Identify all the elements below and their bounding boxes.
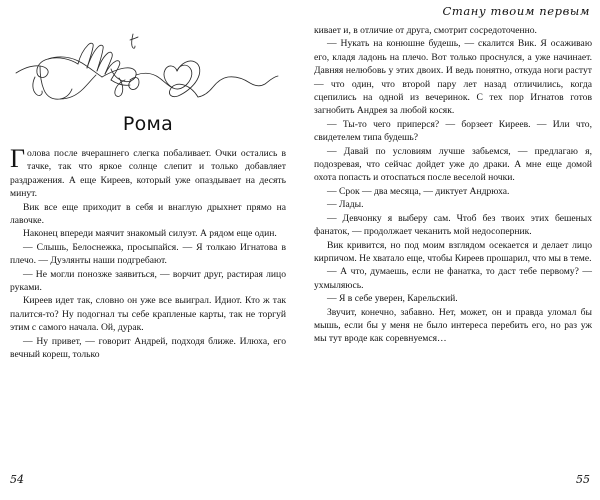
chapter-title: Рома — [122, 113, 174, 135]
paragraph: — Ну привет, — говорит Андрей, подходя ближе. Илюха, его вечный кореш, только — [10, 335, 286, 360]
paragraph: — А что, думаешь, если не фанатка, то даст тебе первому? — ухмыляюсь. — [314, 266, 592, 291]
paragraph: Голова после вчерашнего слегка побаливает. Очки остались в тачке, так что яркое солнце слепит и только добавляет раздражения. А еще Киреев, который уже опаздывает на десять минут. — [10, 143, 286, 200]
right-page — [300, 0, 600, 500]
paragraph: Наконец впереди маячит знакомый силуэт. А рядом еще один. — [23, 228, 277, 240]
hand-and-hearts-line-art-icon — [14, 28, 282, 112]
paragraph: — Ты-то чего приперся? — борзеет Киреев. — Или что, свидетелем типа будешь? — [314, 118, 592, 144]
paragraph: Киреев идет так, словно он уже все выиграл. Идиот. Кто ж так палится-то? Ну подогнал ты себе крапленые карты, так не торгуй этим с самого начала. Ой, дурак. — [10, 295, 286, 334]
running-head-right: Стану твоим первым — [442, 4, 590, 18]
right-page-body — [314, 24, 592, 346]
paragraph: — Слышь, Белоснежка, просыпайся. — Я толкаю Игнатова в плечо. — Дуэлянты наши подгребают. — [10, 241, 286, 267]
paragraph: — Нукать на конюшне будешь, — скалится Вик. Я осаживаю его, кладя ладонь на плечо. Вот только проснулся, а уже начинает. Давняя нелюбовь у этих двоих. И ведь понятно, откуда ноги растут — что один, что второй пару лет назад отличились, когда сцепились на одной из вечеринок. С тех пор Игнатов готов загнобить Андрея за любой косяк. — [314, 38, 592, 117]
paragraph: — Не могли понозже заявиться, — ворчит друг, растирая лицо руками. — [10, 268, 286, 293]
page-number-left: 54 — [10, 473, 24, 486]
paragraph: Звучит, конечно, забавно. Нет, может, он и правда уломал бы мышь, если бы у меня не было интереса перебить его, но раз уж мы тут вроде как соревнуемся… — [314, 306, 592, 345]
left-page-body — [10, 143, 286, 362]
paragraph: — Лады. — [327, 199, 364, 211]
paragraph: Вик все еще приходит в себя и внаглую дрыхнет прямо на лавочке. — [10, 201, 286, 226]
page-number-right: 55 — [576, 473, 590, 486]
paragraph: — Давай по условиям лучше забьемся, — предлагаю я, подозревая, что сейчас дойдет уже до драки. А мне еще домой охота попасть и отоспаться после веселой ночки. — [314, 145, 592, 184]
paragraph: — Срок — два месяца, — диктует Андрюха. — [327, 185, 510, 197]
paragraph: кивает и, в отличие от друга, смотрит сосредоточенно. — [314, 25, 537, 36]
paragraph: — Девчонку я выберу сам. Чтоб без твоих этих бешеных фанаток, — продолжает чеканить мой недосоперник. — [314, 212, 592, 238]
paragraph: — Я в себе уверен, Карельский. — [327, 293, 458, 305]
chapter-opener — [10, 22, 286, 135]
paragraph: Вик кривится, но под моим взглядом осекается и делает лицо кирпичом. Не хватало еще, чтобы Киреев прошарил, что мы в теме. — [314, 239, 592, 264]
